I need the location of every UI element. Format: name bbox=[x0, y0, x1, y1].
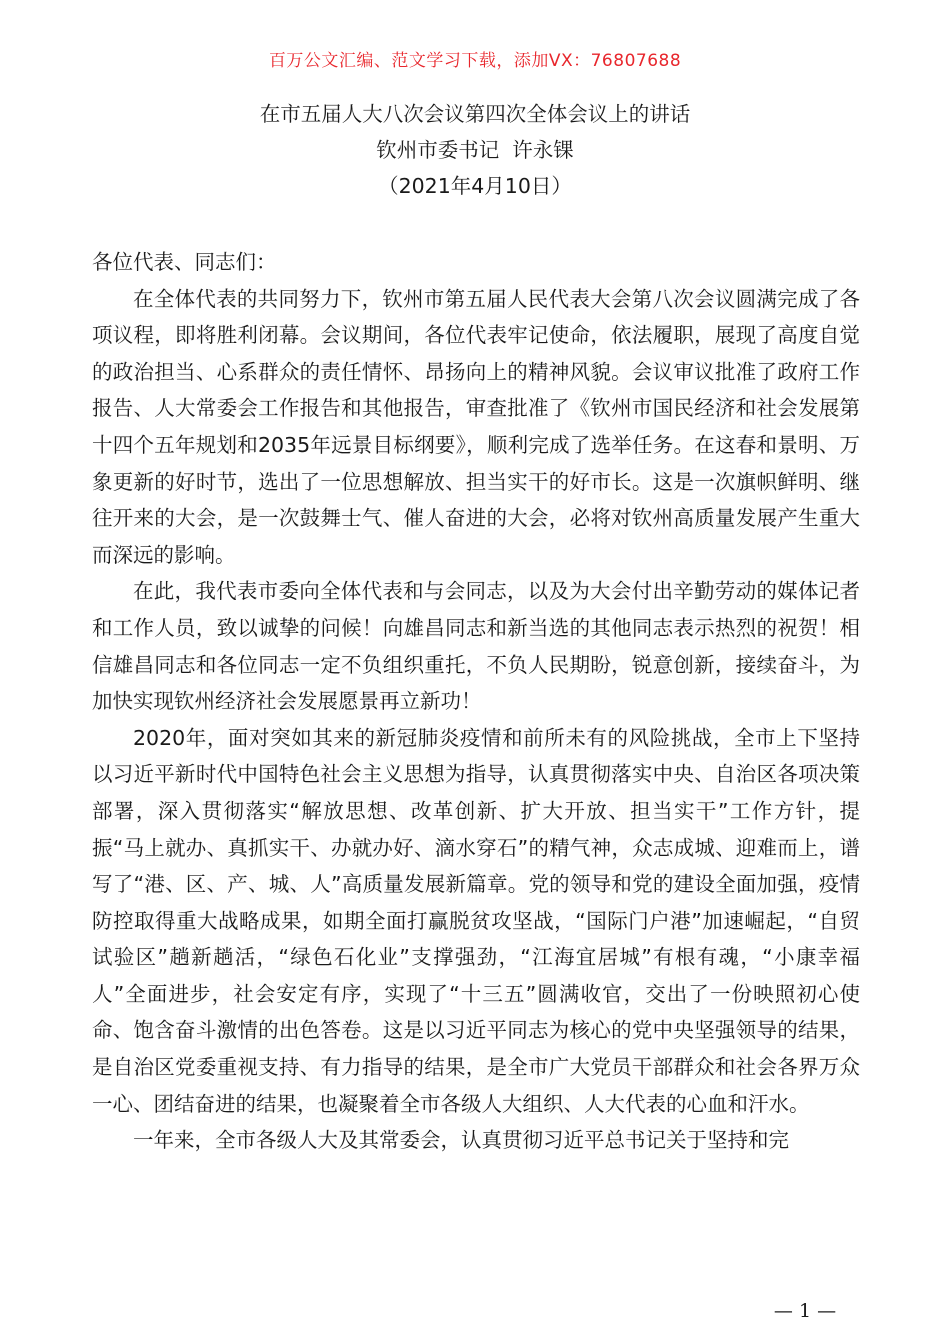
paragraph: 在全体代表的共同努力下，钦州市第五届人民代表大会第八次会议圆满完成了各项议程，即将胜利闭幕。会议期间，各位代表牢记使命，依法履职，展现了高度自觉的政治担当、心系群众的责任情怀、昂扬向上的精神风貌。会议审议批准了政府工作报告、人大常委会工作报告和其他报告，审查批准了《钦州市国民经济和社会发展第十四个五年规划和2035年远景目标纲要》，顺利完成了选举任务。在这春和景明、万象更新的好时节，选出了一位思想解放、担当实干的好市长。这是一次旗帜鲜明、继往开来的大会，是一次鼓舞士气、催人奋进的大会，必将对钦州高质量发展产生重大而深远的影响。 bbox=[92, 286, 860, 567]
page-number: — 1 — bbox=[773, 1300, 837, 1322]
watermark-banner: 百万公文汇编、范文学习下载，添加VX：76807688 bbox=[268, 51, 682, 71]
document-author: 钦州市委书记 许永锞 bbox=[376, 138, 574, 162]
paragraph: 在此，我代表市委向全体代表和与会同志，以及为大会付出辛勤劳动的媒体记者和工作人员，致以诚挚的问候！向雄昌同志和新当选的其他同志表示热烈的祝贺！相信雄昌同志和各位同志一定不负组织重托，不负人民期盼，锐意创新，接续奋斗，为加快实现钦州经济社会发展愿景再立新功！ bbox=[92, 579, 860, 714]
document-body bbox=[92, 244, 860, 1159]
title-block bbox=[0, 96, 950, 204]
salutation: 各位代表、同志们： bbox=[92, 250, 277, 274]
document-title: 在市五届人大八次会议第四次全体会议上的讲话 bbox=[259, 102, 691, 126]
paragraph: 一年来，全市各级人大及其常委会，认真贯彻习近平总书记关于坚持和完 bbox=[133, 1128, 789, 1153]
document-date: （2021年4月10日） bbox=[378, 174, 572, 198]
paragraph: 2020年，面对突如其来的新冠肺炎疫情和前所未有的风险挑战，全市上下坚持以习近平新时代中国特色社会主义思想为指导，认真贯彻落实中央、自治区各项决策部署，深入贯彻落实“解放思想、改革创新、扩大开放、担当实干”工作方针，提振“马上就办、真抓实干、办就办好、滴水穿石”的精气神，众志成城、迎难而上，谱写了“港、区、产、城、人”高质量发展新篇章。党的领导和党的建设全面加强，疫情防控取得重大战略成果，如期全面打赢脱贫攻坚战，“国际门户港”加速崛起，“自贸试验区”趟新趟活，“绿色石化业”支撑强劲，“江海宜居城”有根有魂，“小康幸福人”全面进步，社会安定有序，实现了“十三五”圆满收官，交出了一份映照初心使命、饱含奋斗激情的出色答卷。这是以习近平同志为核心的党中央坚强领导的结果，是自治区党委重视支持、有力指导的结果，是全市广大党员干部群众和社会各界万众一心、团结奋进的结果，也凝聚着全市各级人大组织、人大代表的心血和汗水。 bbox=[92, 725, 860, 1116]
